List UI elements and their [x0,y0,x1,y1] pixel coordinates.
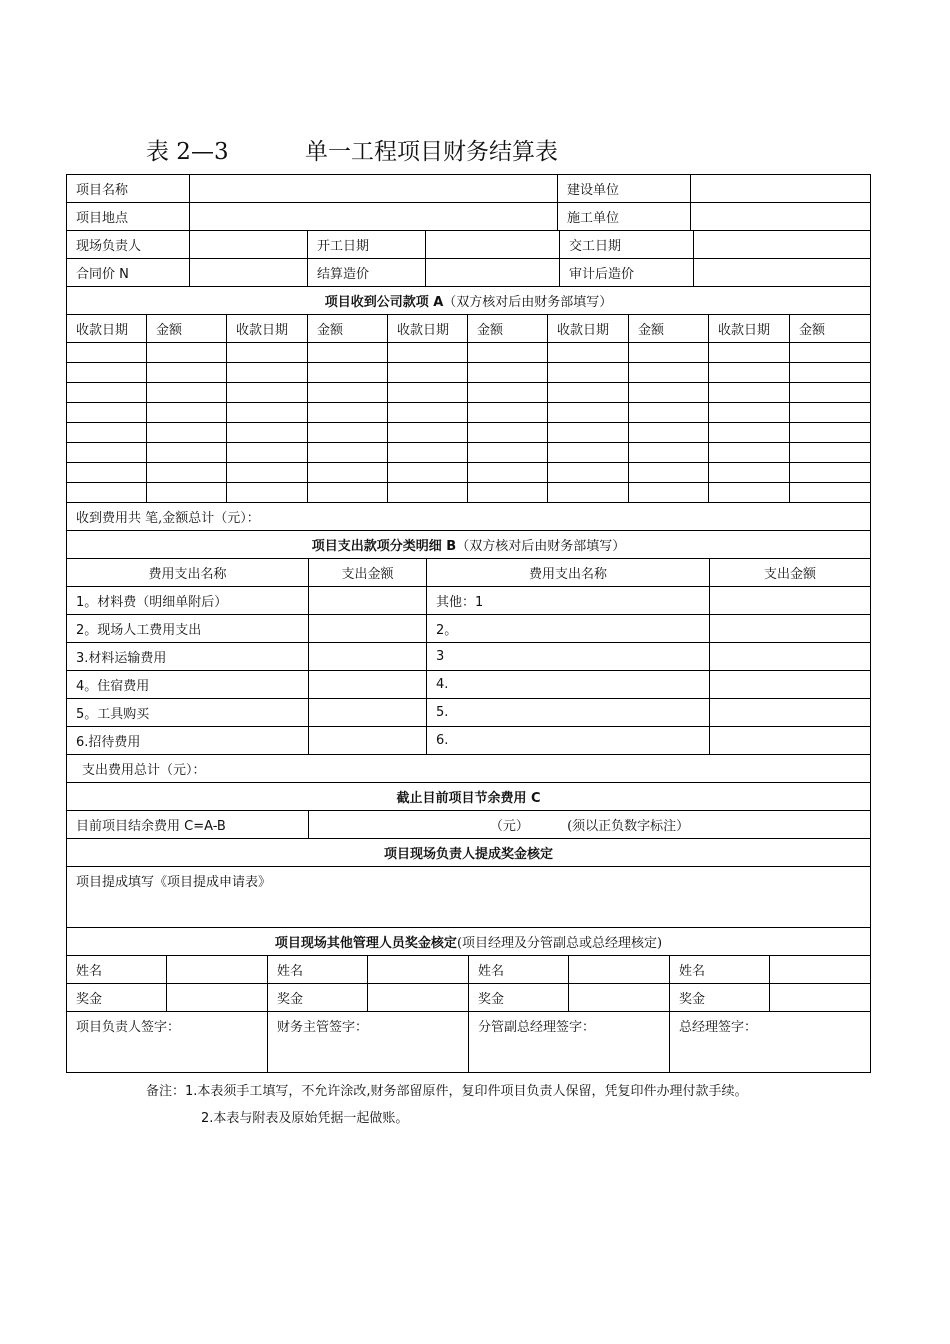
info-row [67,231,871,259]
staff-name-field[interactable] [167,956,268,984]
receipt-date-header: 收款日期 [388,315,468,343]
receipt-cell[interactable] [147,403,227,423]
signature-row [67,1012,871,1073]
bonus-field[interactable] [368,984,469,1012]
expense-amount-field[interactable] [309,643,427,671]
expense-item-label: 6. [427,727,710,755]
expense-amount-field[interactable] [309,727,427,755]
receipt-amount-header: 金额 [147,315,227,343]
receipt-cell[interactable] [709,443,790,463]
receipt-cell[interactable] [227,483,308,503]
staff-name-label: 姓名 [670,956,770,984]
receipt-cell[interactable] [227,343,308,363]
info-row [67,259,871,287]
form-title [0,133,950,165]
bonus-label: 奖金 [268,984,368,1012]
project-name-label: 项目名称 [67,175,190,203]
receipt-cell[interactable] [308,343,388,363]
section-e-header [67,928,871,956]
receipt-cell[interactable] [548,343,629,363]
footnote-line-2: 2.本表与附表及原始凭据一起做账。 [201,1111,409,1126]
receipt-row [67,363,871,383]
receipt-date-header: 收款日期 [548,315,629,343]
receipt-cell[interactable] [548,483,629,503]
staff-name-field[interactable] [770,956,871,984]
receipt-cell[interactable] [308,483,388,503]
expense-amount-field[interactable] [309,699,427,727]
expense-row [67,587,871,615]
construction-unit-label: 建设单位 [558,175,691,203]
balance-label: 目前项目结余费用 C=A-B [67,811,309,839]
expense-item-label: 1。材料费（明细单附后） [67,587,309,615]
receipt-cell[interactable] [629,363,709,383]
commission-row [67,867,871,928]
receipt-cell[interactable] [67,423,147,443]
site-manager-field[interactable] [190,231,308,259]
receipt-amount-header: 金额 [629,315,709,343]
section-e-header-row [67,928,871,956]
section-c-header-row [67,783,871,811]
receipt-cell[interactable] [308,403,388,423]
expense-item-label: 2。 [427,615,710,643]
receipt-cell[interactable] [227,463,308,483]
bonus-field[interactable] [770,984,871,1012]
expenses-table [66,503,871,956]
receipt-cell[interactable] [308,443,388,463]
expense-row [67,671,871,699]
expense-amount-field[interactable] [710,727,871,755]
receipt-cell[interactable] [147,443,227,463]
table-number: 表 2—3 [146,139,229,165]
section-a-title: 项目收到公司款项 A [324,295,444,310]
receipt-cell[interactable] [629,403,709,423]
receipt-cell[interactable] [790,403,871,423]
balance-hint: (须以正负数字标注） [567,819,690,834]
project-site-label: 项目地点 [67,203,190,231]
start-date-label: 开工日期 [308,231,426,259]
expense-amount-header: 支出金额 [710,559,871,587]
receipt-cell[interactable] [709,363,790,383]
bonus-field[interactable] [569,984,670,1012]
receipts-header-row [67,315,871,343]
section-c-title: 截止目前项目节余费用 C [67,783,871,811]
staff-name-field[interactable] [569,956,670,984]
staff-name-label: 姓名 [67,956,167,984]
receipt-cell[interactable] [629,383,709,403]
receipt-cell[interactable] [629,423,709,443]
receipt-cell[interactable] [388,463,468,483]
expense-item-label: 4. [427,671,710,699]
project-site-field[interactable] [190,203,558,231]
receipt-cell[interactable] [388,423,468,443]
section-a-header [67,287,871,315]
receipts-summary-row [67,503,871,531]
expense-item-label: 2。现场人工费用支出 [67,615,309,643]
receipt-cell[interactable] [147,363,227,383]
contract-price-label: 合同价 N [67,259,190,287]
receipt-cell[interactable] [388,403,468,423]
expense-total-row [67,755,871,783]
receipt-cell[interactable] [227,443,308,463]
bonus-label: 奖金 [67,984,167,1012]
section-e-note: (项目经理及分管副总或总经理核定) [456,936,663,951]
delivery-date-label: 交工日期 [560,231,694,259]
receipt-cell[interactable] [629,343,709,363]
receipt-cell[interactable] [709,483,790,503]
expense-amount-field[interactable] [710,643,871,671]
receipt-cell[interactable] [67,403,147,423]
expense-row [67,615,871,643]
receipt-cell[interactable] [709,423,790,443]
settlement-cost-field[interactable] [426,259,560,287]
section-b-title: 项目支出款项分类明细 B [311,539,457,554]
contract-price-field[interactable] [190,259,308,287]
expense-amount-field[interactable] [710,587,871,615]
receipt-cell[interactable] [548,443,629,463]
section-b-header [67,531,871,559]
expense-amount-field[interactable] [710,671,871,699]
receipt-cell[interactable] [790,443,871,463]
bonus-name-row [67,956,871,984]
section-a-note: （双方核对后由财务部填写） [443,295,613,310]
expense-amount-header: 支出金额 [309,559,427,587]
receipt-cell[interactable] [67,443,147,463]
receipt-cell[interactable] [308,463,388,483]
basic-info-table [66,174,871,231]
balance-row [67,811,871,839]
section-d-header-row [67,839,871,867]
receipt-cell[interactable] [548,463,629,483]
receipt-cell[interactable] [227,383,308,403]
settlement-cost-label: 结算造价 [308,259,426,287]
receipt-date-header: 收款日期 [67,315,147,343]
start-date-field[interactable] [426,231,560,259]
receipt-cell[interactable] [629,463,709,483]
receipt-cell[interactable] [548,363,629,383]
receipt-cell[interactable] [790,383,871,403]
receipt-cell[interactable] [790,343,871,363]
receipts-summary: 收到费用共 笔,金额总计（元）： [67,503,871,531]
commission-content[interactable]: 项目提成填写《项目提成申请表》 [67,867,871,928]
receipt-cell[interactable] [67,483,147,503]
receipt-cell[interactable] [629,443,709,463]
table-name: 单一工程项目财务结算表 [305,139,558,165]
info-row [67,203,871,231]
receipt-cell[interactable] [468,363,548,383]
settlement-form [66,174,870,1073]
project-manager-signature[interactable]: 项目负责人签字： [67,1012,268,1073]
bonus-field[interactable] [167,984,268,1012]
expense-item-label: 其他：1 [427,587,710,615]
section-e-title: 项目现场其他管理人员奖金核定 [274,936,457,951]
receipt-cell[interactable] [308,383,388,403]
receipt-cell[interactable] [388,363,468,383]
receipt-cell[interactable] [790,463,871,483]
expense-row [67,727,871,755]
receipt-cell[interactable] [67,343,147,363]
receipt-cell[interactable] [790,363,871,383]
receipt-cell[interactable] [468,403,548,423]
receipt-cell[interactable] [548,403,629,423]
receipt-cell[interactable] [790,483,871,503]
site-manager-label: 现场负责人 [67,231,190,259]
receipt-cell[interactable] [227,423,308,443]
receipt-cell[interactable] [147,423,227,443]
receipt-date-header: 收款日期 [227,315,308,343]
receipt-cell[interactable] [67,363,147,383]
receipt-cell[interactable] [388,443,468,463]
receipt-cell[interactable] [308,363,388,383]
audited-cost-label: 审计后造价 [560,259,694,287]
receipt-cell[interactable] [709,463,790,483]
expense-name-header: 费用支出名称 [427,559,710,587]
receipt-cell[interactable] [790,423,871,443]
receipt-cell[interactable] [709,403,790,423]
receipt-cell[interactable] [468,423,548,443]
expense-name-header: 费用支出名称 [67,559,309,587]
bonus-label: 奖金 [469,984,569,1012]
balance-field[interactable] [309,811,871,839]
receipt-cell[interactable] [227,403,308,423]
receipts-table [66,315,871,503]
deputy-gm-signature[interactable]: 分管副总经理签字： [469,1012,670,1073]
receipt-cell[interactable] [67,383,147,403]
expense-header-row [67,559,871,587]
section-d-title: 项目现场负责人提成奖金核定 [67,839,871,867]
receipt-cell[interactable] [388,343,468,363]
receipt-cell[interactable] [468,343,548,363]
receipt-row [67,403,871,423]
expense-item-label: 3 [427,643,710,671]
receipt-row [67,343,871,363]
receipt-date-header: 收款日期 [709,315,790,343]
section-b-note: （双方核对后由财务部填写） [456,539,626,554]
receipt-cell[interactable] [147,483,227,503]
section-b-header-row [67,531,871,559]
receipt-row [67,423,871,443]
receipt-cell[interactable] [468,483,548,503]
construction-unit-field[interactable] [691,175,871,203]
receipt-cell[interactable] [147,463,227,483]
expense-item-label: 5. [427,699,710,727]
receipt-cell[interactable] [67,463,147,483]
receipt-cell[interactable] [227,363,308,383]
expense-total: 支出费用总计（元）： [67,755,871,783]
expense-amount-field[interactable] [710,699,871,727]
receipt-amount-header: 金额 [308,315,388,343]
general-manager-signature[interactable]: 总经理签字： [670,1012,871,1073]
footnotes [146,1078,748,1132]
receipt-row [67,383,871,403]
receipt-cell[interactable] [388,483,468,503]
finance-supervisor-signature[interactable]: 财务主管签字： [268,1012,469,1073]
expense-item-label: 5。工具购买 [67,699,309,727]
receipt-cell[interactable] [308,423,388,443]
bonus-table [66,956,871,1073]
receipt-row [67,483,871,503]
expense-item-label: 6.招待费用 [67,727,309,755]
info-row [67,175,871,203]
expense-amount-field[interactable] [309,615,427,643]
expense-row [67,643,871,671]
receipt-row [67,443,871,463]
receipt-row [67,463,871,483]
receipt-cell[interactable] [388,383,468,403]
expense-amount-field[interactable] [309,671,427,699]
receipt-cell[interactable] [468,463,548,483]
bonus-label: 奖金 [670,984,770,1012]
receipt-cell[interactable] [147,383,227,403]
expense-amount-field[interactable] [710,615,871,643]
section-a-header-row [67,287,871,315]
builder-unit-field[interactable] [691,203,871,231]
audited-cost-field[interactable] [694,259,871,287]
receipt-cell[interactable] [147,343,227,363]
receipt-cell[interactable] [629,483,709,503]
balance-unit: （元） [489,819,529,834]
expense-row [67,699,871,727]
builder-unit-label: 施工单位 [558,203,691,231]
receipt-amount-header: 金额 [790,315,871,343]
receipt-cell[interactable] [548,383,629,403]
date-info-table [66,231,871,315]
bonus-amount-row [67,984,871,1012]
expense-item-label: 3.材料运输费用 [67,643,309,671]
receipt-cell[interactable] [468,383,548,403]
staff-name-field[interactable] [368,956,469,984]
footnote-line-1: 备注：1.本表须手工填写，不允许涂改,财务部留原件，复印件项目负责人保留，凭复印件办理付款手续。 [146,1084,748,1099]
project-name-field[interactable] [190,175,558,203]
staff-name-label: 姓名 [469,956,569,984]
receipt-cell[interactable] [709,343,790,363]
receipt-amount-header: 金额 [468,315,548,343]
expense-item-label: 4。住宿费用 [67,671,309,699]
receipt-cell[interactable] [709,383,790,403]
staff-name-label: 姓名 [268,956,368,984]
expense-amount-field[interactable] [309,587,427,615]
receipt-cell[interactable] [548,423,629,443]
delivery-date-field[interactable] [694,231,871,259]
receipt-cell[interactable] [468,443,548,463]
